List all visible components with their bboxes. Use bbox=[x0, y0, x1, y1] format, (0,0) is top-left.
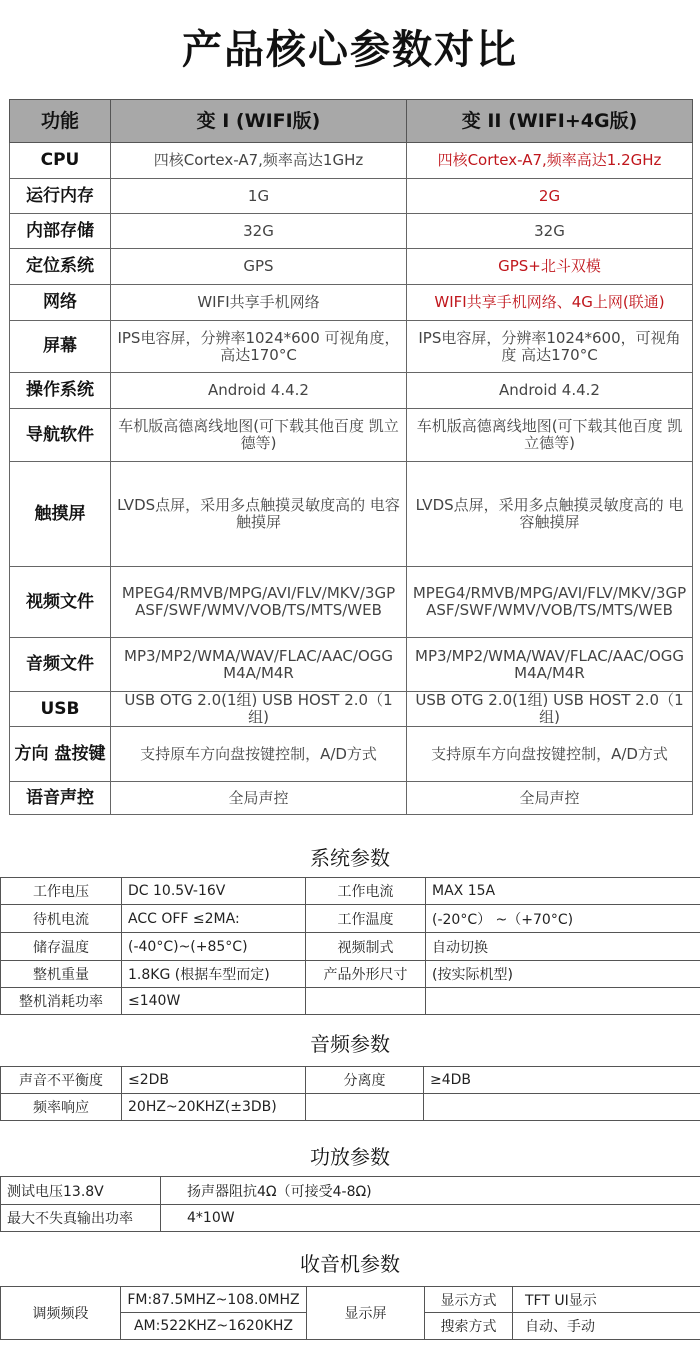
param-label: 储存温度 bbox=[1, 933, 122, 961]
row-label: 操作系统 bbox=[10, 373, 111, 409]
row-value-v1: USB OTG 2.0(1组) USB HOST 2.0（1组) bbox=[111, 692, 407, 727]
param-value: 扬声器阻抗4Ω（可接受4-8Ω) bbox=[161, 1177, 700, 1205]
page-title: 产品核心参数对比 bbox=[182, 27, 518, 73]
comparison-table bbox=[9, 99, 693, 815]
table-row bbox=[10, 638, 693, 692]
param-value: (-20°C） ~（+70°C) bbox=[426, 905, 700, 933]
param-label: 工作电压 bbox=[1, 878, 122, 905]
row-value-v2: USB OTG 2.0(1组) USB HOST 2.0（1组) bbox=[407, 692, 693, 727]
row-label: CPU bbox=[10, 143, 111, 179]
header-version-2: 变 II (WIFI+4G版) bbox=[407, 100, 693, 143]
row-value-v1: MPEG4/RMVB/MPG/AVI/FLV/MKV/3GP ASF/SWF/WMV/VOB/TS/MTS/WEB bbox=[111, 567, 407, 638]
param-label: 搜索方式 bbox=[425, 1313, 513, 1340]
param-label: 待机电流 bbox=[1, 905, 122, 933]
row-value-v2: WIFI共享手机网络、4G上网(联通) bbox=[407, 285, 693, 321]
row-value-v2: IPS电容屏，分辨率1024*600，可视角度 高达170°C bbox=[407, 321, 693, 373]
param-label-empty bbox=[306, 988, 426, 1015]
table-row bbox=[10, 285, 693, 321]
param-label: 整机消耗功率 bbox=[1, 988, 122, 1015]
table-row bbox=[10, 214, 693, 249]
row-value-v1: 1G bbox=[111, 179, 407, 214]
param-value: 4*10W bbox=[161, 1205, 700, 1232]
param-label-display: 显示屏 bbox=[307, 1287, 425, 1340]
row-value-v1: 四核Cortex-A7,频率高达1GHz bbox=[111, 143, 407, 179]
table-row bbox=[1, 933, 700, 961]
table-row bbox=[10, 409, 693, 462]
system-section-title: 系统参数 bbox=[310, 846, 390, 870]
row-value-v1: 32G bbox=[111, 214, 407, 249]
row-value-v2: MP3/MP2/WMA/WAV/FLAC/AAC/OGG M4A/M4R bbox=[407, 638, 693, 692]
table-row bbox=[10, 143, 693, 179]
row-value-v1: GPS bbox=[111, 249, 407, 285]
table-row bbox=[10, 727, 693, 782]
param-label: 测试电压13.8V bbox=[1, 1177, 161, 1205]
param-label: 声音不平衡度 bbox=[1, 1067, 122, 1094]
table-row bbox=[1, 1205, 700, 1232]
param-label: 视频制式 bbox=[306, 933, 426, 961]
row-value-v1: IPS电容屏，分辨率1024*600 可视角度，高达170°C bbox=[111, 321, 407, 373]
row-label: 音频文件 bbox=[10, 638, 111, 692]
radio-params-table bbox=[0, 1286, 700, 1340]
param-label: 整机重量 bbox=[1, 961, 122, 988]
row-value-v1: Android 4.4.2 bbox=[111, 373, 407, 409]
header-version-1: 变 I (WIFI版) bbox=[111, 100, 407, 143]
param-value: (按实际机型) bbox=[426, 961, 700, 988]
row-label: 导航软件 bbox=[10, 409, 111, 462]
row-value-v1: LVDS点屏，采用多点触摸灵敏度高的 电容触摸屏 bbox=[111, 462, 407, 567]
param-value: TFT UI显示 bbox=[513, 1287, 700, 1313]
table-row bbox=[1, 1177, 700, 1205]
param-value: ≤140W bbox=[122, 988, 306, 1015]
param-label-empty bbox=[306, 1094, 424, 1121]
param-value: ≥4DB bbox=[424, 1067, 700, 1094]
table-row bbox=[10, 567, 693, 638]
row-label: 网络 bbox=[10, 285, 111, 321]
param-value: ACC OFF ≤2MA: bbox=[122, 905, 306, 933]
param-value: 自动、手动 bbox=[513, 1313, 700, 1340]
param-label: 分离度 bbox=[306, 1067, 424, 1094]
row-value-v2: 32G bbox=[407, 214, 693, 249]
table-row bbox=[10, 692, 693, 727]
row-value-v2: 车机版高德离线地图(可下载其他百度 凯立德等) bbox=[407, 409, 693, 462]
param-value: 自动切换 bbox=[426, 933, 700, 961]
row-value-v2: 2G bbox=[407, 179, 693, 214]
param-label: 工作电流 bbox=[306, 878, 426, 905]
row-value-v2: LVDS点屏，采用多点触摸灵敏度高的 电容触摸屏 bbox=[407, 462, 693, 567]
row-label: 语音声控 bbox=[10, 782, 111, 815]
row-label: 运行内存 bbox=[10, 179, 111, 214]
table-row bbox=[1, 905, 700, 933]
row-label: 屏幕 bbox=[10, 321, 111, 373]
table-row bbox=[1, 1287, 700, 1313]
param-label: 产品外形尺寸 bbox=[306, 961, 426, 988]
param-label: 调频频段 bbox=[1, 1287, 121, 1340]
param-value: DC 10.5V-16V bbox=[122, 878, 306, 905]
table-row bbox=[10, 249, 693, 285]
table-row bbox=[1, 1094, 700, 1121]
param-label: 工作温度 bbox=[306, 905, 426, 933]
radio-section-title: 收音机参数 bbox=[300, 1252, 400, 1276]
param-value: ≤2DB bbox=[122, 1067, 306, 1094]
row-value-v2: 支持原车方向盘按键控制，A/D方式 bbox=[407, 727, 693, 782]
row-value-v2: GPS+北斗双模 bbox=[407, 249, 693, 285]
table-row bbox=[1, 988, 700, 1015]
param-value: 20HZ~20KHZ(±3DB) bbox=[122, 1094, 306, 1121]
table-row bbox=[10, 373, 693, 409]
header-feature: 功能 bbox=[10, 100, 111, 143]
param-value: (-40°C)~(+85°C) bbox=[122, 933, 306, 961]
row-value-v2: MPEG4/RMVB/MPG/AVI/FLV/MKV/3GP ASF/SWF/WMV/VOB/TS/MTS/WEB bbox=[407, 567, 693, 638]
amp-section-title: 功放参数 bbox=[310, 1145, 390, 1169]
comparison-header-row bbox=[10, 100, 693, 143]
param-value-empty bbox=[424, 1094, 700, 1121]
row-label: 方向 盘按键 bbox=[10, 727, 111, 782]
audio-params-table bbox=[0, 1066, 700, 1121]
table-row bbox=[10, 179, 693, 214]
row-value-v2: 四核Cortex-A7,频率高达1.2GHz bbox=[407, 143, 693, 179]
row-label: 视频文件 bbox=[10, 567, 111, 638]
param-value: 1.8KG (根据车型而定) bbox=[122, 961, 306, 988]
amp-params-table bbox=[0, 1176, 700, 1232]
table-row bbox=[10, 321, 693, 373]
row-value-v1: 车机版高德离线地图(可下载其他百度 凯立德等) bbox=[111, 409, 407, 462]
row-value-v1: 支持原车方向盘按键控制，A/D方式 bbox=[111, 727, 407, 782]
table-row bbox=[1, 961, 700, 988]
table-row bbox=[1, 1067, 700, 1094]
row-value-v1: MP3/MP2/WMA/WAV/FLAC/AAC/OGG M4A/M4R bbox=[111, 638, 407, 692]
row-value-v1: WIFI共享手机网络 bbox=[111, 285, 407, 321]
table-row bbox=[10, 782, 693, 815]
row-label: USB bbox=[10, 692, 111, 727]
param-label: 频率响应 bbox=[1, 1094, 122, 1121]
row-value-v2: 全局声控 bbox=[407, 782, 693, 815]
param-value: MAX 15A bbox=[426, 878, 700, 905]
row-label: 内部存储 bbox=[10, 214, 111, 249]
param-value-fm: FM:87.5MHZ~108.0MHZ bbox=[121, 1287, 307, 1313]
param-value-am: AM:522KHZ~1620KHZ bbox=[121, 1313, 307, 1340]
audio-section-title: 音频参数 bbox=[310, 1032, 390, 1056]
param-label: 显示方式 bbox=[425, 1287, 513, 1313]
row-value-v2: Android 4.4.2 bbox=[407, 373, 693, 409]
table-row bbox=[10, 462, 693, 567]
row-value-v1: 全局声控 bbox=[111, 782, 407, 815]
system-params-table bbox=[0, 877, 700, 1015]
table-row bbox=[1, 878, 700, 905]
row-label: 触摸屏 bbox=[10, 462, 111, 567]
param-value-empty bbox=[426, 988, 700, 1015]
param-label: 最大不失真输出功率 bbox=[1, 1205, 161, 1232]
row-label: 定位系统 bbox=[10, 249, 111, 285]
